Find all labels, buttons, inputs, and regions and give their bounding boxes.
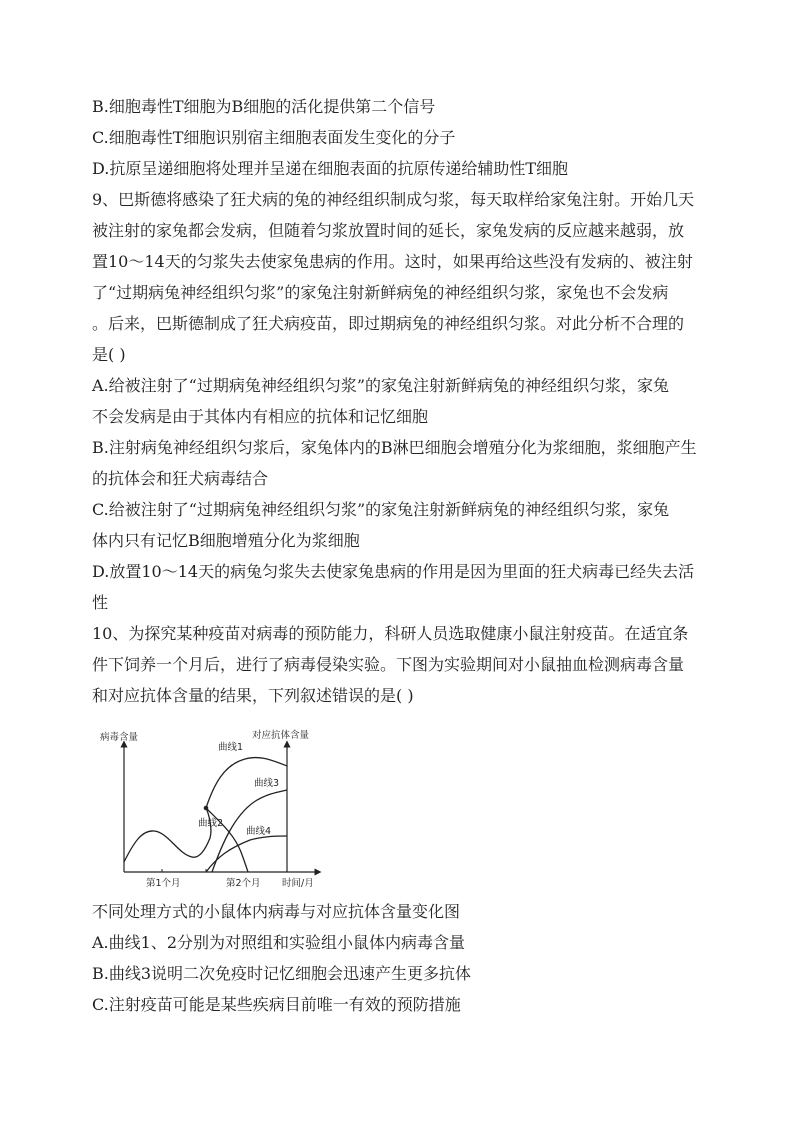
option-d-q9-line-2: 性 [92,593,109,612]
right-axis-label: 对应抗体含量 [252,730,310,741]
tick-2-label: 第2个月 [226,878,261,889]
option-b-q10: B.曲线3说明二次免疫时记忆细胞会迅速产生更多抗体 [92,964,472,983]
curve-2-label: 曲线2 [198,818,224,829]
question-10-line-3: 和对应抗体含量的结果，下列叙述错误的是( ) [92,686,414,705]
curve-4-label: 曲线4 [246,826,272,837]
option-a-q9-line-1: A.给被注射了“过期病兔神经组织匀浆”的家兔注射新鲜病兔的神经组织匀浆，家兔 [92,376,670,395]
option-c-q10: C.注射疫苗可能是某些疾病目前唯一有效的预防措施 [92,995,461,1014]
question-9-line-1: 9、巴斯德将感染了狂犬病的兔的神经组织制成匀浆，每天取样给家兔注射。开始几天 [92,190,695,209]
tick-1-label: 第1个月 [146,878,181,889]
curve-3-label: 曲线3 [254,778,280,789]
question-9-line-4: 了“过期病兔神经组织匀浆”的家兔注射新鲜病兔的神经组织匀浆，家兔也不会发病 [92,283,669,302]
virus-antibody-figure [94,724,324,894]
curve-2-line [124,808,211,862]
option-d-q8: D.抗原呈递细胞将处理并呈递在细胞表面的抗原传递给辅助性T细胞 [92,159,569,178]
question-10-line-1: 10、为探究某种疫苗对病毒的预防能力，科研人员选取健康小鼠注射疫苗。在适宜条 [92,624,689,643]
option-a-q10: A.曲线1、2分别为对照组和实验组小鼠体内病毒含量 [92,933,466,952]
question-9-line-6: 是( ) [92,345,126,364]
option-c-q9-line-2: 体内只有记忆B细胞增殖分化为浆细胞 [92,531,360,550]
question-10-line-2: 件下饲养一个月后，进行了病毒侵染实验。下图为实验期间对小鼠抽血检测病毒含量 [92,655,685,674]
option-b-q9-line-2: 的抗体会和狂犬病毒结合 [92,469,269,488]
option-a-q9-line-2: 不会发病是由于其体内有相应的抗体和记忆细胞 [92,407,429,426]
x-axis-label: 时间/月 [282,878,314,889]
question-9-line-3: 置10～14天的匀浆失去使家兔患病的作用。这时，如果再给这些没有发病的、被注射 [92,252,693,271]
option-c-q8: C.细胞毒性T细胞识别宿主细胞表面发生变化的分子 [92,128,456,147]
question-9-line-5: 。后来，巴斯德制成了狂犬病疫苗，即过期病兔的神经组织匀浆。对此分析不合理的 [92,314,685,333]
figure-caption: 不同处理方式的小鼠体内病毒与对应抗体含量变化图 [92,902,461,921]
option-d-q9-line-1: D.放置10～14天的病兔匀浆失去使家兔患病的作用是因为里面的狂犬病毒已经失去活 [92,562,695,581]
left-axis-label: 病毒含量 [100,732,139,743]
curve-1-label: 曲线1 [218,742,244,753]
option-c-q9-line-1: C.给被注射了“过期病兔神经组织匀浆”的家兔注射新鲜病兔的神经组织匀浆，家兔 [92,500,670,519]
option-b-q9-line-1: B.注射病兔神经组织匀浆后，家兔体内的B淋巴细胞会增殖分化为浆细胞，浆细胞产生 [92,438,697,457]
option-b-q8: B.细胞毒性T细胞为B细胞的活化提供第二个信号 [92,97,436,116]
question-9-line-2: 被注射的家兔都会发病，但随着匀浆放置时间的延长，家兔发病的反应越来越弱，放 [92,221,685,240]
